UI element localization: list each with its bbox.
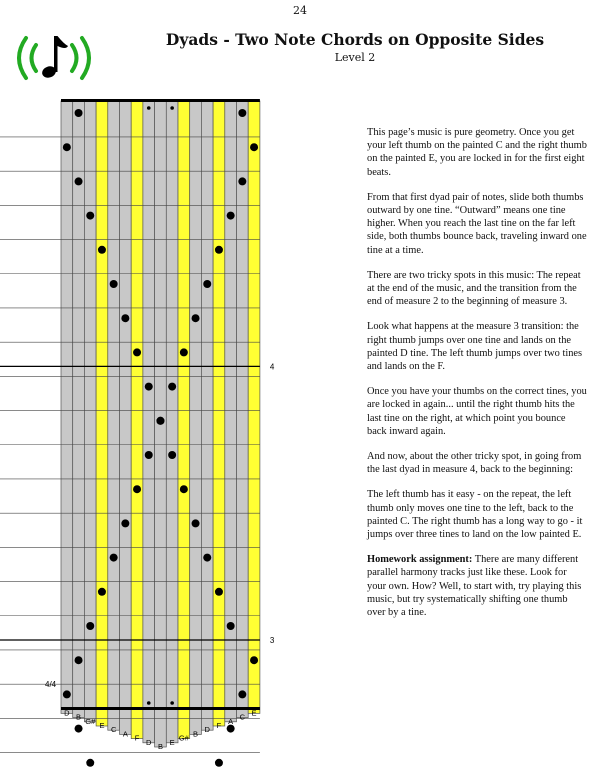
measure-number: 4 <box>269 362 275 372</box>
note <box>145 451 153 459</box>
instruction-text <box>367 126 587 631</box>
paragraph-text: Once you have your thumbs on the correct tines, you are locked in again... until the right thumb hits the last tine on the right, at which point you bounce back inward again. <box>367 386 587 437</box>
note <box>121 314 129 322</box>
music-note-sound-icon <box>14 30 104 86</box>
note <box>98 246 106 254</box>
note <box>110 554 118 562</box>
note <box>180 485 188 493</box>
note <box>227 212 235 220</box>
note <box>215 246 223 254</box>
page-number: 24 <box>293 4 307 17</box>
tine <box>61 101 73 713</box>
paragraph <box>367 385 587 438</box>
note <box>168 383 176 391</box>
note <box>98 588 106 596</box>
note <box>203 280 211 288</box>
paragraph-text: Look what happens at the measure 3 transition: the right thumb jumps over one tine and lands on the painted D tine. The left thumb jumps over two tines and lands on the F. <box>367 321 583 373</box>
note <box>156 417 164 425</box>
tine-label: E <box>99 721 105 730</box>
tine <box>201 101 213 730</box>
note <box>121 519 129 527</box>
paragraph-text: And now, about the other tricky spot, in going from the last dyad in measure 4, back to the beginning: <box>367 451 582 476</box>
tine <box>166 101 178 743</box>
note <box>203 554 211 562</box>
page-title: Dyads - Two Note Chords on Opposite Sides <box>165 30 545 49</box>
repeat-dot <box>147 701 151 705</box>
repeat-dot <box>170 106 174 110</box>
tine-label: A <box>228 716 234 726</box>
paragraph <box>367 320 587 373</box>
paragraph-text: There are many different parallel harmony tracks just like these. Look for your own. How? Well, to start with, try playing this music, but try systematically shifting one thumb over by a tine. <box>367 554 582 619</box>
tine <box>120 101 132 734</box>
tine-label: C <box>239 712 246 722</box>
measure-number: 3 <box>269 636 275 645</box>
note <box>75 725 83 733</box>
painted-tine <box>178 101 190 739</box>
tine-label: B <box>157 742 163 751</box>
painted-tine <box>131 101 143 739</box>
paragraph <box>367 191 587 257</box>
tine <box>73 101 85 718</box>
paragraph <box>367 450 587 476</box>
tine-label: F <box>134 733 140 743</box>
note <box>75 109 83 117</box>
note <box>168 451 176 459</box>
note <box>110 280 118 288</box>
painted-tine <box>248 101 260 713</box>
note <box>133 485 141 493</box>
final-bar <box>61 707 260 710</box>
tine-label: D <box>64 708 70 718</box>
note <box>86 759 94 767</box>
time-signature: 4/4 <box>45 680 57 689</box>
tine <box>237 101 249 718</box>
note <box>215 588 223 596</box>
note <box>63 143 71 151</box>
tablature-top-bar <box>61 99 260 102</box>
note <box>215 759 223 767</box>
repeat-dot <box>170 701 174 705</box>
tine-label: D <box>204 725 210 735</box>
tine <box>143 101 155 743</box>
note <box>63 690 71 698</box>
tine-label: C <box>110 725 117 735</box>
paragraph-bold-lead: Homework assignment: <box>367 554 473 566</box>
note <box>227 622 235 630</box>
repeat-dot <box>147 106 151 110</box>
painted-tine <box>213 101 225 726</box>
tine <box>190 101 202 734</box>
paragraph <box>367 126 587 179</box>
note <box>238 109 246 117</box>
paragraph-text: This page’s music is pure geometry. Once you get your left thumb on the painted C and the right thumb on the painted E, you are locked in for the first eight beats. <box>367 127 587 178</box>
page-subtitle: Level 2 <box>334 51 376 64</box>
paragraph <box>367 553 587 619</box>
tine-label: B <box>76 712 82 722</box>
note <box>75 656 83 664</box>
note <box>192 519 200 527</box>
paragraph-text: From that first dyad pair of notes, slide both thumbs outward by one tine. “Outward” means one tine higher. When you reach the last tine on the far left side, both thumbs bounce back, traveling inward one tine at a time. <box>367 191 587 256</box>
note <box>86 622 94 630</box>
tine-label: G# <box>85 716 96 726</box>
tine-label: D <box>146 737 152 747</box>
note <box>133 348 141 356</box>
note <box>86 212 94 220</box>
tine-label: B <box>193 729 199 739</box>
note <box>145 383 153 391</box>
paragraph <box>367 269 587 309</box>
tine-label: A <box>122 729 128 739</box>
tine-label: G# <box>178 733 189 743</box>
tine-label: E <box>251 708 257 718</box>
note <box>192 314 200 322</box>
tine-label: E <box>169 737 175 747</box>
paragraph <box>367 488 587 541</box>
tine-label: F <box>216 721 222 730</box>
tine <box>108 101 120 730</box>
painted-tine <box>96 101 108 726</box>
paragraph-text: There are two tricky spots in this music: The repeat at the end of the music, and the transition from the end of measure 2 to the beginning of measure 3. <box>367 269 581 308</box>
note <box>238 690 246 698</box>
kalimba-tablature <box>45 95 275 760</box>
note <box>250 143 258 151</box>
note <box>250 656 258 664</box>
note <box>180 348 188 356</box>
note <box>75 177 83 185</box>
paragraph-text: The left thumb has it easy - on the repeat, the left thumb only moves one tine to the left, back to the painted C. The right thumb has a long way to go - it jumps over three tines to land on the low painted E. <box>367 489 583 541</box>
note <box>238 177 246 185</box>
